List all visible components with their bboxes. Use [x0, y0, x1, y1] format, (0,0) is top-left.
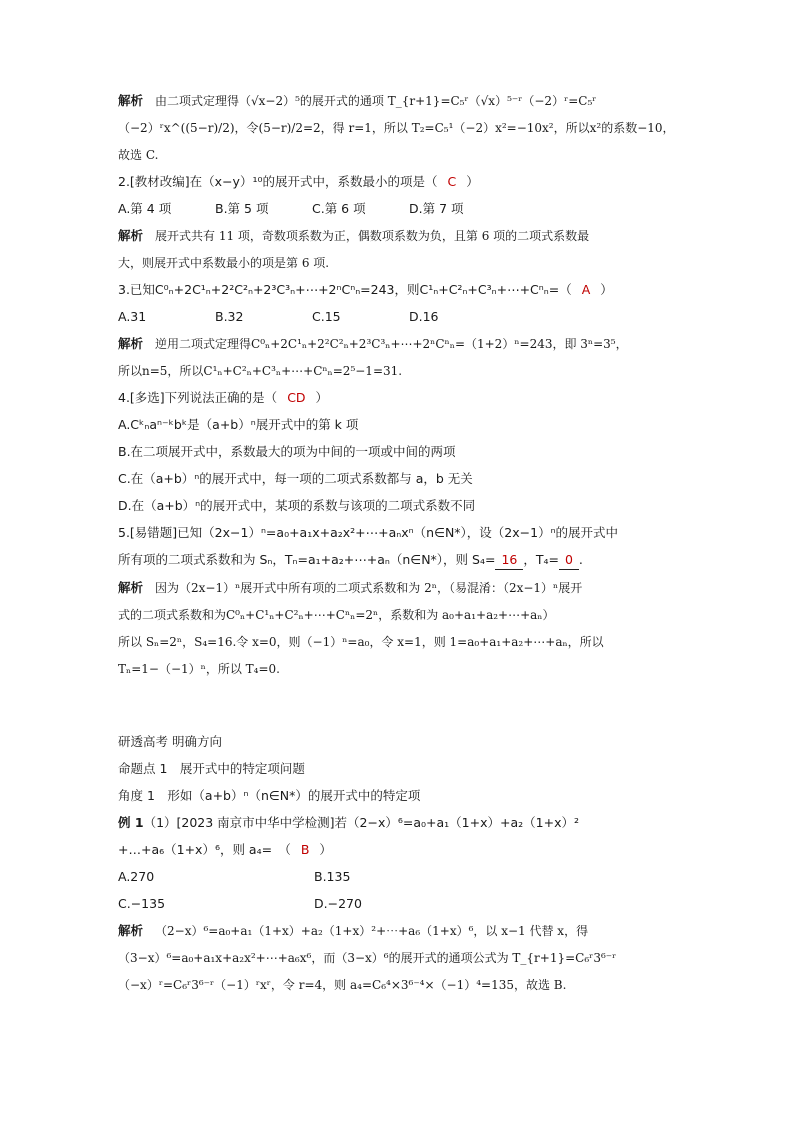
q5-stem-text: 所有项的二项式系数和为 Sₙ，Tₙ=a₁+a₂+⋯+aₙ（n∈N*），则 S₄= — [118, 552, 496, 567]
solution-text: 由二项式定理得（√x−2）⁵的展开式的通项 T_{r+1}=C₅ʳ（√x）⁵⁻ʳ（−2）ʳ=C₅ʳ — [155, 94, 597, 108]
solution-text: 因为（2x−1）ⁿ展开式中所有项的二项式系数和为 2ⁿ，（易混淆：（2x−1）ⁿ展开 — [155, 581, 583, 595]
q3-solution-line-1 — [118, 335, 678, 353]
q5-blank-t4: 0 — [559, 551, 579, 570]
q4-option-a: A.Cᵏₙaⁿ⁻ᵏbᵏ是（a+b）ⁿ展开式中的第 k 项 — [118, 417, 359, 432]
solution-label: 解析 — [118, 93, 144, 108]
q3-option-b: B.32 — [215, 309, 244, 324]
solution-text: （2−x）⁶=a₀+a₁（1+x）+a₂（1+x）²+⋯+a₆（1+x）⁶，以 x−1 代替 x，得 — [155, 924, 589, 938]
example-1-answer: B — [300, 842, 310, 857]
q3-answer: A — [581, 282, 591, 297]
q5-blank-s4: 16 — [495, 551, 523, 570]
q2-option-d: D.第 7 项 — [409, 201, 464, 216]
example-close: ） — [319, 842, 332, 857]
example-option-c: C.−135 — [118, 896, 166, 911]
proposition-point: 命题点 1 展开式中的特定项问题 — [118, 761, 305, 776]
example-1-stem-line-1 — [118, 814, 678, 832]
q1-solution-line-1 — [118, 92, 678, 110]
q5-solution-line-1 — [118, 579, 678, 597]
example-option-d: D.−270 — [314, 896, 362, 911]
q2-close: ） — [466, 174, 479, 189]
q2-option-b: B.第 5 项 — [215, 201, 269, 216]
q2-option-c: C.第 6 项 — [312, 201, 366, 216]
example-option-a: A.270 — [118, 869, 155, 884]
q4-close: ） — [315, 390, 329, 405]
angle-heading: 角度 1 形如（a+b）ⁿ（n∈N*）的展开式中的特定项 — [118, 788, 421, 803]
section-gap — [118, 687, 678, 733]
q4-option-c: C.在（a+b）ⁿ的展开式中，每一项的二项式系数都与 a，b 无关 — [118, 471, 473, 486]
q1-solution-line-3: 故选 C. — [118, 148, 159, 162]
example-stem-text: +…+a₆（1+x）⁶，则 a₄= （ — [118, 842, 291, 857]
q3-option-a: A.31 — [118, 309, 147, 324]
example-1-options-row-1 — [118, 868, 678, 886]
q1-solution-line-2: （−2）ʳx^((5−r)/2)，令(5−r)/2=2，得 r=1，所以 T₂=C₅¹（−2）x²=−10x²，所以x²的系数−10， — [118, 121, 675, 135]
q5-stem-line-1: 5.[易错题]已知（2x−1）ⁿ=a₀+a₁x+a₂x²+⋯+aₙxⁿ（n∈N*），设（2x−1）ⁿ的展开式中 — [118, 525, 619, 540]
solution-text: 逆用二项式定理得C⁰ₙ+2C¹ₙ+2²C²ₙ+2³C³ₙ+⋯+2ⁿCⁿₙ=（1+2）ⁿ=243，即 3ⁿ=3⁵， — [155, 337, 628, 351]
q3-option-c: C.15 — [312, 309, 341, 324]
q3-stem-text: 3.已知C⁰ₙ+2C¹ₙ+2²C²ₙ+2³C³ₙ+⋯+2ⁿCⁿₙ=243，则C¹ₙ+C²ₙ+C³ₙ+⋯+Cⁿₙ=（ — [118, 282, 572, 297]
solution-label: 解析 — [118, 228, 144, 243]
q3-options — [118, 308, 678, 326]
example-stem-text: （1）[2023 南京市中华中学检测]若（2−x）⁶=a₀+a₁（1+x）+a₂（1+x）² — [143, 815, 579, 830]
q2-answer: C — [447, 174, 457, 189]
q4-stem-text: 4.[多选]下列说法正确的是（ — [118, 390, 278, 405]
q3-option-d: D.16 — [409, 309, 439, 324]
solution-text: 展开式共有 11 项，奇数项系数为正，偶数项系数为负，且第 6 项的二项式系数最 — [155, 229, 590, 243]
solution-label: 解析 — [118, 923, 144, 938]
q5-stem-line-2 — [118, 551, 678, 570]
q3-close: ） — [600, 282, 613, 297]
example-1-solution-line-3: （−x）ʳ=C₆ʳ3⁶⁻ʳ（−1）ʳxʳ，令 r=4，则 a₄=C₆⁴×3⁶⁻⁴×（−1）⁴=135，故选 B. — [118, 978, 567, 992]
q4-option-b: B.在二项展开式中，系数最大的项为中间的一项或中间的两项 — [118, 444, 456, 459]
q5-solution-line-4: Tₙ=1−（−1）ⁿ，所以 T₄=0. — [118, 662, 280, 676]
q2-option-a: A.第 4 项 — [118, 201, 172, 216]
q4-stem — [118, 389, 678, 407]
q5-solution-line-3: 所以 Sₙ=2ⁿ，S₄=16.令 x=0，则（−1）ⁿ=a₀，令 x=1，则 1=a₀+a₁+a₂+⋯+aₙ，所以 — [118, 635, 604, 649]
section-title: 研透高考 明确方向 — [118, 734, 222, 749]
q4-answer: CD — [287, 390, 306, 405]
q3-stem — [118, 281, 678, 299]
q2-stem — [118, 173, 678, 191]
q5-stem-end: . — [578, 552, 583, 567]
solution-label: 解析 — [118, 580, 144, 595]
example-option-b: B.135 — [314, 869, 351, 884]
document-page — [118, 92, 678, 1003]
q2-solution-line-2: 大，则展开式中系数最小的项是第 6 项. — [118, 256, 330, 270]
example-label: 例 1 — [118, 815, 144, 830]
example-1-solution-line-1 — [118, 922, 678, 940]
q4-option-d: D.在（a+b）ⁿ的展开式中，某项的系数与该项的二项式系数不同 — [118, 498, 476, 513]
example-1-solution-line-2: （3−x）⁶=a₀+a₁x+a₂x²+⋯+a₆x⁶，而（3−x）⁶的展开式的通项公式为 T_{r+1}=C₆ʳ3⁶⁻ʳ — [118, 951, 617, 965]
example-1-stem-line-2 — [118, 841, 678, 859]
example-1-options-row-2 — [118, 895, 678, 913]
q5-solution-line-2: 式的二项式系数和为C⁰ₙ+C¹ₙ+C²ₙ+⋯+Cⁿₙ=2ⁿ，系数和为 a₀+a₁+a₂+⋯+aₙ） — [118, 608, 555, 622]
solution-label: 解析 — [118, 336, 144, 351]
q2-solution-line-1 — [118, 227, 678, 245]
q3-solution-line-2: 所以n=5，所以C¹ₙ+C²ₙ+C³ₙ+⋯+Cⁿₙ=2⁵−1=31. — [118, 364, 403, 378]
q2-options — [118, 200, 678, 218]
q2-stem-text: 2.[教材改编]在（x−y）¹⁰的展开式中，系数最小的项是（ — [118, 174, 438, 189]
q5-stem-text: ，T₄= — [523, 552, 559, 567]
